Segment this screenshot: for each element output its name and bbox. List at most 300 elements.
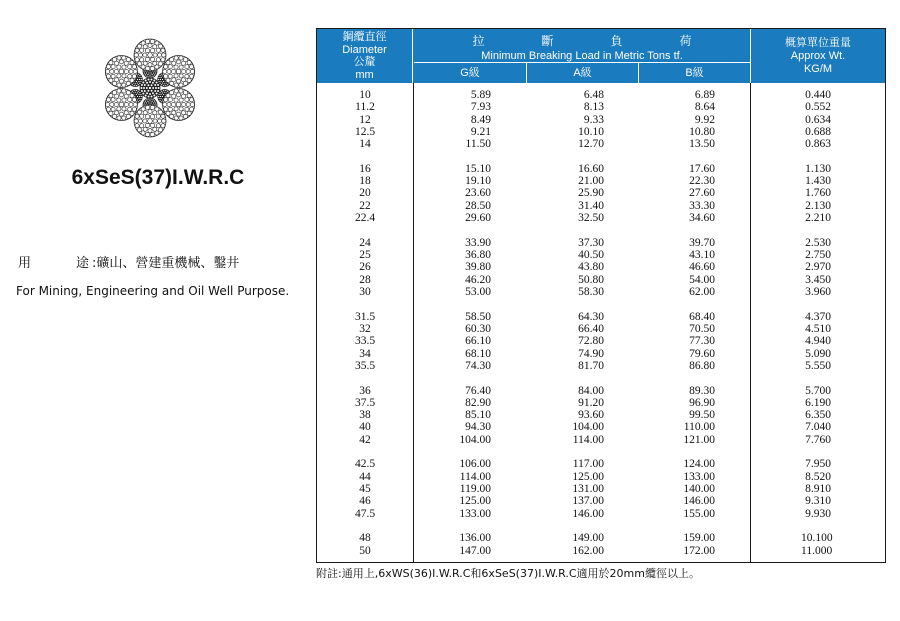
cell-grade-g: 66.10 bbox=[465, 335, 491, 348]
wire bbox=[177, 112, 181, 116]
wire bbox=[153, 119, 157, 123]
wire bbox=[162, 119, 166, 123]
wire bbox=[109, 94, 113, 98]
wire bbox=[144, 84, 147, 87]
wire bbox=[174, 56, 178, 60]
wire bbox=[137, 79, 139, 81]
wire bbox=[148, 98, 150, 100]
wire bbox=[162, 79, 164, 81]
wire bbox=[150, 66, 154, 70]
table-row bbox=[317, 89, 885, 101]
table-row bbox=[317, 323, 885, 335]
table-row bbox=[317, 409, 885, 421]
wire bbox=[122, 65, 126, 69]
wire bbox=[161, 124, 165, 128]
header-diameter-en: Diameter bbox=[342, 43, 387, 56]
cell-grade-a: 146.00 bbox=[572, 507, 604, 520]
table-row bbox=[317, 360, 885, 372]
cell-grade-a: 81.70 bbox=[578, 359, 604, 372]
wire bbox=[163, 102, 167, 106]
cell-grade-b: 159.00 bbox=[683, 532, 715, 545]
wire bbox=[164, 107, 168, 111]
table-row bbox=[317, 421, 885, 433]
cell-diameter: 42.5 bbox=[354, 458, 376, 471]
table-row bbox=[317, 545, 885, 557]
wire bbox=[144, 94, 147, 97]
table-header bbox=[317, 29, 885, 83]
cell-grade-b: 133.00 bbox=[683, 470, 715, 483]
cell-grade-a: 162.00 bbox=[572, 544, 604, 557]
wire bbox=[110, 69, 114, 73]
wire bbox=[145, 114, 149, 118]
wire bbox=[177, 60, 181, 64]
row-group bbox=[317, 237, 885, 298]
wire bbox=[130, 94, 134, 98]
usage-english: For Mining, Engineering and Oil Well Purpose. bbox=[16, 284, 290, 298]
cell-grade-a: 117.00 bbox=[572, 458, 604, 471]
cell-weight: 2.970 bbox=[805, 261, 831, 274]
row-group bbox=[317, 163, 885, 224]
wire bbox=[132, 107, 136, 111]
wire bbox=[174, 74, 178, 78]
wire bbox=[153, 79, 156, 82]
cell-grade-b: 8.64 bbox=[694, 101, 715, 114]
wire bbox=[140, 48, 144, 52]
wire bbox=[133, 102, 137, 106]
wire bbox=[142, 81, 145, 84]
header-load-char: 拉 bbox=[472, 34, 485, 48]
wire bbox=[140, 77, 142, 79]
header-diameter bbox=[317, 29, 413, 83]
cell-grade-a: 6.48 bbox=[583, 89, 604, 101]
cell-grade-b: 121.00 bbox=[683, 433, 715, 446]
wire bbox=[146, 39, 150, 43]
cell-grade-b: 140.00 bbox=[683, 482, 715, 495]
header-load-char: 負 bbox=[610, 34, 623, 48]
wire bbox=[140, 94, 142, 96]
wire bbox=[148, 119, 153, 124]
cell-grade-a: 43.80 bbox=[578, 261, 604, 274]
wire bbox=[183, 58, 187, 62]
cell-grade-b: 155.00 bbox=[683, 507, 715, 520]
cell-weight: 0.440 bbox=[805, 89, 831, 101]
cell-weight: 2.210 bbox=[805, 212, 831, 225]
wire bbox=[152, 75, 154, 77]
wire bbox=[154, 90, 157, 93]
wire-rope-cross-section-icon bbox=[100, 38, 200, 138]
table-row bbox=[317, 101, 885, 113]
cell-grade-b: 17.60 bbox=[689, 162, 715, 175]
wire bbox=[133, 85, 135, 87]
wire bbox=[130, 78, 134, 82]
header-diameter-zh: 鋼纜直徑 bbox=[342, 31, 387, 43]
cell-grade-g: 58.50 bbox=[465, 310, 491, 323]
cell-grade-g: 68.10 bbox=[465, 347, 491, 360]
cell-diameter: 24 bbox=[359, 236, 371, 249]
cell-grade-a: 32.50 bbox=[578, 212, 604, 225]
wire bbox=[137, 128, 141, 132]
wire bbox=[150, 105, 154, 109]
cell-diameter: 26 bbox=[359, 261, 371, 274]
wire bbox=[135, 114, 139, 118]
cell-diameter: 50 bbox=[359, 544, 371, 557]
table-row bbox=[317, 175, 885, 187]
wire bbox=[141, 41, 145, 45]
wire bbox=[183, 114, 187, 118]
wire bbox=[135, 90, 137, 92]
cell-grade-b: 6.89 bbox=[694, 89, 715, 101]
wire bbox=[158, 119, 162, 123]
wire bbox=[165, 85, 167, 87]
table-body bbox=[317, 89, 885, 569]
cell-grade-b: 62.00 bbox=[689, 285, 715, 298]
cell-grade-b: 9.92 bbox=[694, 113, 715, 126]
wire bbox=[141, 65, 145, 69]
wire bbox=[187, 111, 191, 115]
wire bbox=[170, 114, 174, 118]
cell-grade-b: 27.60 bbox=[689, 187, 715, 200]
cell-grade-a: 58.30 bbox=[578, 285, 604, 298]
cell-diameter: 31.5 bbox=[354, 310, 376, 323]
wire bbox=[185, 65, 189, 69]
cell-diameter: 36 bbox=[359, 384, 371, 397]
cell-grade-g: 39.80 bbox=[465, 261, 491, 274]
wire bbox=[158, 53, 162, 57]
wire bbox=[119, 79, 123, 83]
wire bbox=[166, 111, 170, 115]
wire bbox=[141, 131, 145, 135]
cell-diameter: 44 bbox=[359, 470, 371, 483]
wire bbox=[150, 39, 154, 43]
header-weight-zh: 概算單位重量 bbox=[785, 37, 851, 49]
header-diameter-unit-en: mm bbox=[355, 68, 374, 81]
cell-weight: 0.863 bbox=[805, 138, 831, 151]
wire bbox=[165, 90, 167, 92]
wire bbox=[177, 79, 181, 83]
wire bbox=[183, 91, 187, 95]
cell-grade-g: 36.80 bbox=[465, 249, 491, 262]
wire bbox=[140, 96, 142, 98]
wire bbox=[154, 100, 156, 102]
wire bbox=[140, 124, 144, 128]
header-weight-unit: KG/M bbox=[803, 63, 833, 75]
wire bbox=[179, 65, 183, 69]
cell-diameter: 40 bbox=[359, 421, 371, 434]
wire bbox=[158, 110, 162, 114]
table-row bbox=[317, 261, 885, 273]
wire bbox=[119, 112, 123, 116]
cell-grade-a: 37.30 bbox=[578, 236, 604, 249]
wire bbox=[134, 119, 138, 123]
cell-diameter: 47.5 bbox=[354, 507, 376, 520]
table-row bbox=[317, 138, 885, 150]
cell-grade-g: 46.20 bbox=[465, 273, 491, 286]
wire bbox=[140, 58, 144, 62]
wire bbox=[150, 123, 154, 127]
cell-weight: 1.760 bbox=[805, 187, 831, 200]
cell-grade-g: 7.93 bbox=[470, 101, 491, 114]
wire bbox=[132, 65, 136, 69]
wire bbox=[158, 44, 162, 48]
wire bbox=[164, 65, 168, 69]
cell-grade-g: 133.00 bbox=[459, 507, 491, 520]
cell-grade-g: 104.00 bbox=[459, 433, 491, 446]
wire bbox=[174, 98, 178, 102]
header-grade-a: A級 bbox=[527, 63, 639, 83]
cell-weight: 7.040 bbox=[805, 421, 831, 434]
wire bbox=[137, 96, 139, 98]
cell-grade-b: 79.60 bbox=[689, 347, 715, 360]
wire bbox=[161, 90, 163, 92]
wire bbox=[146, 132, 150, 136]
wire bbox=[158, 94, 160, 96]
wire bbox=[122, 107, 126, 111]
wire bbox=[129, 69, 133, 73]
cell-grade-g: 76.40 bbox=[465, 384, 491, 397]
cell-weight: 8.910 bbox=[805, 482, 831, 495]
cell-grade-g: 8.49 bbox=[470, 113, 491, 126]
cell-grade-a: 137.00 bbox=[572, 495, 604, 508]
cell-diameter: 11.2 bbox=[355, 101, 375, 114]
wire bbox=[111, 98, 115, 102]
header-breaking-load bbox=[414, 29, 751, 63]
table-row bbox=[317, 200, 885, 212]
cell-grade-b: 22.30 bbox=[689, 175, 715, 188]
wire bbox=[137, 110, 141, 114]
row-group bbox=[317, 385, 885, 446]
wire bbox=[117, 98, 121, 102]
wire bbox=[126, 58, 130, 62]
wire bbox=[155, 102, 157, 104]
cell-weight: 6.190 bbox=[805, 396, 831, 409]
wire bbox=[161, 58, 165, 62]
cell-grade-b: 34.60 bbox=[689, 212, 715, 225]
wire bbox=[186, 69, 190, 73]
wire bbox=[111, 74, 115, 78]
table-row bbox=[317, 335, 885, 347]
wire bbox=[126, 91, 130, 95]
wire bbox=[185, 74, 189, 78]
cell-diameter: 18 bbox=[359, 175, 371, 188]
cell-grade-g: 28.50 bbox=[465, 199, 491, 212]
wire bbox=[122, 74, 126, 78]
cell-grade-g: 15.10 bbox=[465, 162, 491, 175]
cell-grade-g: 106.00 bbox=[459, 458, 491, 471]
wire bbox=[176, 69, 181, 74]
wire bbox=[150, 76, 152, 78]
table-row bbox=[317, 385, 885, 397]
table-row bbox=[317, 471, 885, 483]
wire bbox=[186, 102, 190, 106]
wire bbox=[158, 96, 160, 98]
wire bbox=[129, 102, 133, 106]
wire bbox=[155, 87, 158, 90]
wire bbox=[156, 124, 160, 128]
wire bbox=[154, 84, 157, 87]
wire bbox=[174, 65, 178, 69]
wire bbox=[109, 78, 113, 82]
table-row bbox=[317, 212, 885, 224]
wire bbox=[135, 48, 139, 52]
cell-diameter: 30 bbox=[359, 285, 371, 298]
cell-diameter: 37.5 bbox=[354, 396, 376, 409]
wire bbox=[179, 83, 183, 87]
cell-diameter: 45 bbox=[359, 482, 371, 495]
wire bbox=[155, 81, 158, 84]
cell-grade-a: 16.60 bbox=[578, 162, 604, 175]
cell-grade-a: 91.20 bbox=[578, 396, 604, 409]
cell-grade-b: 54.00 bbox=[689, 273, 715, 286]
wire bbox=[112, 91, 116, 95]
cell-grade-a: 31.40 bbox=[578, 199, 604, 212]
wire bbox=[174, 83, 178, 87]
cell-diameter: 16 bbox=[359, 162, 371, 175]
cell-diameter: 25 bbox=[359, 249, 371, 262]
row-group bbox=[317, 532, 885, 557]
wire bbox=[185, 107, 189, 111]
table-row bbox=[317, 237, 885, 249]
usage-label-2: 途 bbox=[76, 256, 90, 271]
wire bbox=[146, 66, 150, 70]
wire bbox=[150, 132, 154, 136]
wire bbox=[133, 69, 137, 73]
wire bbox=[159, 82, 161, 84]
cell-grade-b: 99.50 bbox=[689, 409, 715, 422]
wire bbox=[140, 114, 144, 118]
cell-weight: 10.100 bbox=[801, 532, 833, 545]
wire bbox=[126, 81, 130, 85]
wire bbox=[174, 116, 178, 120]
wire bbox=[130, 111, 134, 115]
cell-grade-a: 12.70 bbox=[578, 138, 604, 151]
wire bbox=[111, 65, 115, 69]
header-load-char: 斷 bbox=[541, 34, 554, 48]
wire bbox=[179, 74, 183, 78]
wire bbox=[111, 107, 115, 111]
wire bbox=[109, 61, 113, 65]
cell-weight: 4.370 bbox=[805, 310, 831, 323]
wire bbox=[110, 102, 114, 106]
table-row bbox=[317, 311, 885, 323]
cell-diameter: 14 bbox=[359, 138, 371, 151]
wire bbox=[185, 98, 189, 102]
cell-weight: 3.450 bbox=[805, 273, 831, 286]
wire bbox=[170, 81, 174, 85]
table-row bbox=[317, 434, 885, 446]
cell-grade-a: 131.00 bbox=[572, 482, 604, 495]
wire bbox=[167, 69, 171, 73]
wire bbox=[161, 48, 165, 52]
spec-table bbox=[316, 28, 886, 563]
wire bbox=[117, 74, 121, 78]
wire bbox=[148, 109, 152, 113]
wire bbox=[155, 107, 159, 111]
cell-weight: 3.960 bbox=[805, 285, 831, 298]
wire bbox=[161, 114, 165, 118]
cell-diameter: 10 bbox=[359, 89, 371, 101]
wire bbox=[155, 92, 158, 95]
wire bbox=[140, 87, 143, 90]
footnote: 附註:通用上,6xWS(36)I.W.R.C和6xSeS(37)I.W.R.C適用於20mm纜徑以上。 bbox=[316, 567, 700, 580]
usage-label-1: 用 bbox=[18, 256, 32, 271]
wire bbox=[187, 78, 191, 82]
table-row bbox=[317, 187, 885, 199]
table-row bbox=[317, 274, 885, 286]
wire bbox=[148, 53, 153, 58]
table-row bbox=[317, 508, 885, 520]
wire bbox=[171, 102, 175, 106]
wire bbox=[152, 87, 155, 90]
cell-grade-g: 125.00 bbox=[459, 495, 491, 508]
cell-grade-b: 172.00 bbox=[683, 544, 715, 557]
wire bbox=[112, 81, 116, 85]
wire bbox=[150, 95, 153, 98]
cell-grade-b: 110.00 bbox=[683, 421, 715, 434]
wire bbox=[140, 98, 142, 100]
wire bbox=[117, 107, 121, 111]
wire bbox=[166, 78, 170, 82]
wire bbox=[147, 95, 150, 98]
wire bbox=[148, 129, 152, 133]
wire bbox=[158, 79, 160, 81]
cell-weight: 11.000 bbox=[801, 544, 833, 557]
cell-weight: 2.530 bbox=[805, 236, 831, 249]
header-diameter-unit-zh: 公釐 bbox=[353, 56, 376, 68]
header-grade-g: G級 bbox=[414, 63, 527, 83]
cell-grade-a: 72.80 bbox=[578, 335, 604, 348]
cell-weight: 5.550 bbox=[805, 359, 831, 372]
cell-grade-b: 70.50 bbox=[689, 322, 715, 335]
wire bbox=[137, 62, 141, 66]
wire bbox=[171, 69, 175, 73]
wire bbox=[179, 56, 183, 60]
wire bbox=[182, 69, 186, 73]
wire bbox=[119, 69, 124, 74]
usage-chinese bbox=[18, 252, 239, 271]
wire bbox=[177, 93, 181, 97]
wire bbox=[155, 72, 157, 74]
wire bbox=[179, 98, 183, 102]
cell-grade-a: 66.40 bbox=[578, 322, 604, 335]
cell-grade-g: 5.89 bbox=[470, 89, 491, 101]
wire bbox=[106, 74, 110, 78]
table-row bbox=[317, 126, 885, 138]
cell-grade-g: 11.50 bbox=[465, 138, 491, 151]
wire bbox=[153, 53, 157, 57]
cell-grade-g: 60.30 bbox=[465, 322, 491, 335]
wire bbox=[155, 131, 159, 135]
wire bbox=[150, 57, 154, 61]
wire bbox=[117, 65, 121, 69]
wire bbox=[114, 102, 118, 106]
cell-diameter: 42 bbox=[359, 433, 371, 446]
wire bbox=[150, 48, 154, 52]
table-row bbox=[317, 532, 885, 544]
cell-diameter: 20 bbox=[359, 187, 371, 200]
wire bbox=[168, 74, 172, 78]
cell-grade-g: 33.90 bbox=[465, 236, 491, 249]
cell-grade-b: 13.50 bbox=[689, 138, 715, 151]
cell-weight: 5.700 bbox=[805, 384, 831, 397]
cell-grade-a: 84.00 bbox=[578, 384, 604, 397]
cell-grade-b: 10.80 bbox=[689, 125, 715, 138]
wire bbox=[155, 41, 159, 45]
cell-weight: 4.940 bbox=[805, 335, 831, 348]
cell-weight: 0.634 bbox=[805, 113, 831, 126]
header-load-en: Minimum Breaking Load in Metric Tons tf. bbox=[481, 50, 683, 62]
wire bbox=[158, 98, 160, 100]
cell-grade-g: 23.60 bbox=[465, 187, 491, 200]
